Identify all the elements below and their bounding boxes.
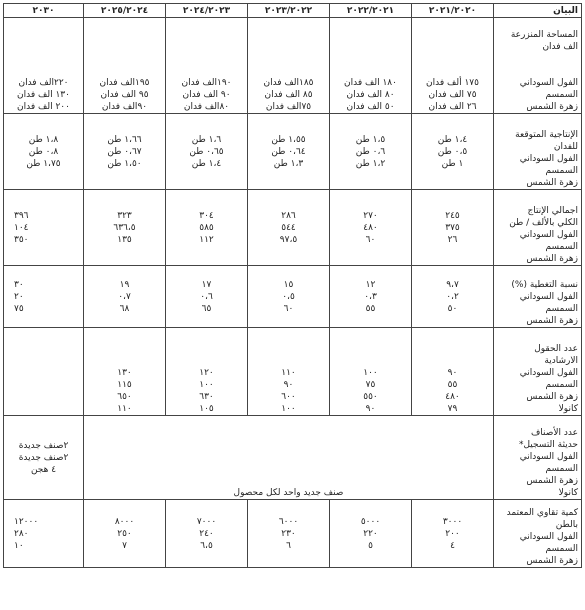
cell-line: ١ طن [441,158,464,169]
cell-line: ٧٥الف فدان [265,102,312,112]
table-cell [248,114,330,190]
cell-line: ٢٢٠ [363,528,378,539]
cell-line: ١١٠ [117,404,132,414]
cell-line: ٣٢٣ [117,210,132,221]
table-cell [84,328,166,416]
cell-line: السمسم [545,242,578,252]
table-cell [412,266,494,328]
cell-line: ٧٥ [14,303,24,314]
cell-line: الفول السوداني [519,452,578,462]
table-row-coverage [4,266,582,328]
cell-line: ٠،٨ طن [28,146,59,157]
cell-line: ٥ [368,540,373,551]
cell-line: ٤٨٠ [363,222,378,233]
cell-line: ٨٠٠٠ [114,516,135,527]
cell-line: ٣٩٦ [14,210,29,221]
cell-line: ٦ [286,540,291,551]
cell-line: ٦٠ [365,234,376,245]
cell-line: اجمالي الإنتاج [527,206,578,216]
cell-line: الكلي بالألف / طن [509,218,578,228]
cell-line: نسبة التغطية (%) [511,280,578,290]
cell-line: ٢٠٠ [445,528,460,539]
cell-line: ٠،٥ [282,291,295,302]
table-cell [4,328,84,416]
cell-line: ١٠٥ [199,404,214,414]
cell-line: كانولا [558,404,578,414]
cell-line: ٠،٦ [200,291,213,302]
cell-line: ٥٠ الف فدان [346,102,395,112]
table-cell [330,266,412,328]
cell-line: ٠،٦٥ طن [189,146,224,157]
cell-line: ٦٠ [283,303,294,314]
cell-line: ٨٠ الف فدان [346,90,395,100]
table-row-area [4,18,582,114]
cell-line: الفول السوداني [519,230,578,240]
cell-line: السمسم [545,90,578,100]
table-cell [412,500,494,568]
cell-line: المساحة المنزرعة [510,30,578,40]
cell-line: السمسم [545,544,578,554]
cell-line: ٢٤٥ [445,210,460,221]
header-year-6: ٢٠٣٠ [4,4,84,18]
cell-line: ١١٢ [199,234,214,245]
cell-line: السمسم [545,380,578,390]
table-cell [248,18,330,114]
cell-line: بالطن [555,520,578,530]
table-cell [166,328,248,416]
table-cell [166,18,248,114]
cell-line: ١٠ [14,540,24,551]
table-row-productivity [4,114,582,190]
cell-line: ١٨٥الف فدان [263,78,314,88]
table-cell [330,114,412,190]
cell-line: ٦٠٠ [281,392,296,402]
cell-line: الارشادية [544,356,578,366]
cell-line: ١٠٠ [281,404,296,414]
cell-line: ٩٠ [447,368,458,378]
cell-line: زهرة الشمس [526,178,578,188]
cell-line: ٣٠٤ [199,210,214,221]
cell-line: ٥٨٥ [199,222,214,233]
table-cell [84,266,166,328]
cell-line: السمسم [545,464,578,474]
table-cell [330,18,412,114]
cell-line: ١،٧٥ طن [26,158,61,169]
cell-line: ٢٢٠الف فدان [18,78,69,88]
cell-line: ٧٥ [365,380,376,390]
header-year-2: ٢٠٢٢/٢٠٢١ [330,4,412,18]
table-row-production [4,190,582,266]
cell-line: ٠،٦ طن [355,146,386,157]
cell-line: ١،٥ طن [355,134,386,145]
cell-line: ٨٥ الف فدان [264,90,313,100]
cell-line: ٢٤٠ [199,528,214,539]
cell-line: ٢٣٠ [281,528,296,539]
cell-line: ١٩٠الف فدان [181,78,232,88]
cell-line: ١٨٠ الف فدان [344,78,397,88]
cell-line: للفدان [553,142,578,152]
cell-line: ٦٥٠ [117,392,132,402]
header-row [4,4,582,18]
row-label-seeds [494,500,582,568]
row-label-productivity [494,114,582,190]
cell-line: ١٠٠ [199,380,214,390]
cell-line: ٥٥ [365,303,376,314]
cell-line: ٦٣٦،٥ [113,222,136,233]
cell-line: ٥٠٠٠ [360,516,381,527]
cell-line: ٩،٧ [446,279,459,290]
table-cell [330,190,412,266]
row-label-varieties [494,416,582,500]
merged-varieties-cell: صنف جديد واحد لكل محصول [84,416,494,500]
cell-line: ٣٥٠ [14,234,29,245]
cell-line: ١،٦٦ طن [107,134,142,145]
header-year-4: ٢٠٢٤/٢٠٢٣ [166,4,248,18]
table-cell [166,266,248,328]
cell-line: الف فدان [542,42,578,52]
cell-line: ٢٨٦ [281,210,296,221]
cell-line [497,65,578,77]
row-label-fields [494,328,582,416]
cell-line: ٦٣٠ [199,392,214,402]
cell-line: ٠،٦٤ طن [271,146,306,157]
cell-line: ٦٥ [201,303,212,314]
table-cell [248,266,330,328]
table-cell [166,500,248,568]
table-cell [4,416,84,500]
cell-line: ٢٥٠ [117,528,132,539]
table-cell [248,328,330,416]
cell-line: ٣٠٠٠ [442,516,463,527]
cell-line: الفول السوداني [519,532,578,542]
cell-line: ١،٢ طن [355,158,386,169]
table-cell [166,114,248,190]
table-cell [84,18,166,114]
cell-line: ١١٠ [281,368,296,378]
cell-line: زهرة الشمس [526,102,578,112]
cell-line: السمسم [545,166,578,176]
cell-line: ١،٦ طن [191,134,222,145]
cell-line: ٢صنف جديدة [18,452,69,463]
table-cell [4,500,84,568]
cell-line: ٩٠ [283,380,294,390]
cell-line: ١٠٤ [14,222,29,233]
cell-line: ٧٠٠٠ [196,516,217,527]
cell-line: ١٧ [201,279,212,290]
row-label-coverage [494,266,582,328]
cell-line: الإنتاجية المتوقعة [515,130,578,140]
cell-line: ١٩٥الف فدان [99,78,150,88]
cell-line: ٠،٦٧ طن [107,146,142,157]
table-cell [4,190,84,266]
cell-line: ٩٠ [365,404,376,414]
cell-line: ١٣٥ [117,234,132,245]
cell-line: ٢٦ الف فدان [428,102,477,112]
cell-line: ٣٧٥ [445,222,460,233]
cell-line: ١٩ [119,279,130,290]
cell-line: ١،٤ طن [191,158,222,169]
table-cell [4,18,84,114]
cell-line: ٩٧،٥ [279,234,298,245]
cell-line: زهرة الشمس [526,316,578,326]
cell-line: ٠،٣ [364,291,377,302]
row-label-production [494,190,582,266]
cell-line: ٤٨٠ [445,392,460,402]
cell-line: ٤ [450,540,455,551]
table-cell [84,500,166,568]
cell-line: ١،٥٠ طن [107,158,142,169]
row-label-area [494,18,582,114]
table-cell [84,114,166,190]
cell-line: ٧ [122,540,127,551]
cell-line: الفول السوداني [519,368,578,378]
cell-line: ٧٩ [447,404,458,414]
cell-line: ٢٨٠ [14,528,29,539]
header-year-1: ٢٠٢١/٢٠٢٠ [412,4,494,18]
cell-line: حديثة التسجيل* [518,440,578,450]
table-cell [84,190,166,266]
cell-line: ١،٨ طن [28,134,59,145]
cell-line: ٩٥ الف فدان [100,90,149,100]
table-cell [4,266,84,328]
table-row-varieties [4,416,582,500]
cell-line: كانولا [558,488,578,498]
cell-line: ٢٠٠ الف فدان [17,102,70,112]
cell-line: ٥٥٠ [363,392,378,402]
cell-line: ٢٦ [447,234,458,245]
cell-line: ٠،٢ [446,291,459,302]
table-cell [248,190,330,266]
cell-line: زهرة الشمس [526,476,578,486]
cell-line: زهرة الشمس [526,392,578,402]
plan-table [3,3,582,568]
cell-line: عدد الحقول [534,344,578,354]
header-label: البيان [494,4,582,18]
cell-line: ١،٣ طن [273,158,304,169]
cell-line: ١٣٠ [117,368,132,378]
cell-line: زهرة الشمس [526,254,578,264]
cell-line: ٠،٥ طن [437,146,468,157]
table-row-seeds [4,500,582,568]
cell-line: ٦٠٠٠ [278,516,299,527]
cell-line: ١٧٥ ألف فدان [426,78,479,88]
cell-line: ٢٠ [14,291,24,302]
cell-line: ١٠٠ [363,368,378,378]
cell-line: ١٢٠ [199,368,214,378]
table-cell [412,114,494,190]
header-year-3: ٢٠٢٣/٢٠٢٢ [248,4,330,18]
cell-line: كمية تقاوي المعتمد [506,508,578,518]
cell-line [497,53,578,65]
cell-line: ٥٤٤ [281,222,296,233]
table-cell [166,190,248,266]
table-cell [412,190,494,266]
cell-line: ٥٥ [447,380,458,390]
cell-line: ٢صنف جديدة [18,440,69,451]
cell-line: ١٥ [283,279,294,290]
table-cell [412,328,494,416]
cell-line: ٦،٥ [200,540,213,551]
cell-line: ٩٠ الف فدان [182,90,231,100]
table-cell [4,114,84,190]
cell-line: ٢٧٠ [363,210,378,221]
cell-line: السمسم [545,304,578,314]
cell-line: ١٢ [365,279,376,290]
cell-line: الفول السوداني [519,78,578,88]
table-cell [330,328,412,416]
cell-line: ٣٠ [14,279,24,290]
cell-line: ٠،٧ [118,291,131,302]
cell-line: الفول السوداني [519,292,578,302]
cell-line: ١٢٠٠٠ [14,516,39,527]
cell-line: ١٣٠ الف فدان [17,90,70,100]
table-row-fields [4,328,582,416]
cell-line: ٧٥ الف فدان [428,90,477,100]
cell-line: زهرة الشمس [526,556,578,566]
cell-line: ٦٨ [119,303,130,314]
cell-line: ١١٥ [117,380,132,390]
cell-line: ١،٥٥ طن [271,134,306,145]
table-cell [248,500,330,568]
header-year-5: ٢٠٢٥/٢٠٢٤ [84,4,166,18]
cell-line: ٨٠الف فدان [183,102,230,112]
cell-line: الفول السوداني [519,154,578,164]
table-cell [412,18,494,114]
cell-line: عدد الأصناف [530,428,578,438]
table-cell [330,500,412,568]
cell-line: ١،٤ طن [437,134,468,145]
cell-line: ٥٠ [447,303,458,314]
cell-line: ٩٠الف فدان [101,102,148,112]
cell-line: ٤ هجن [30,464,57,475]
